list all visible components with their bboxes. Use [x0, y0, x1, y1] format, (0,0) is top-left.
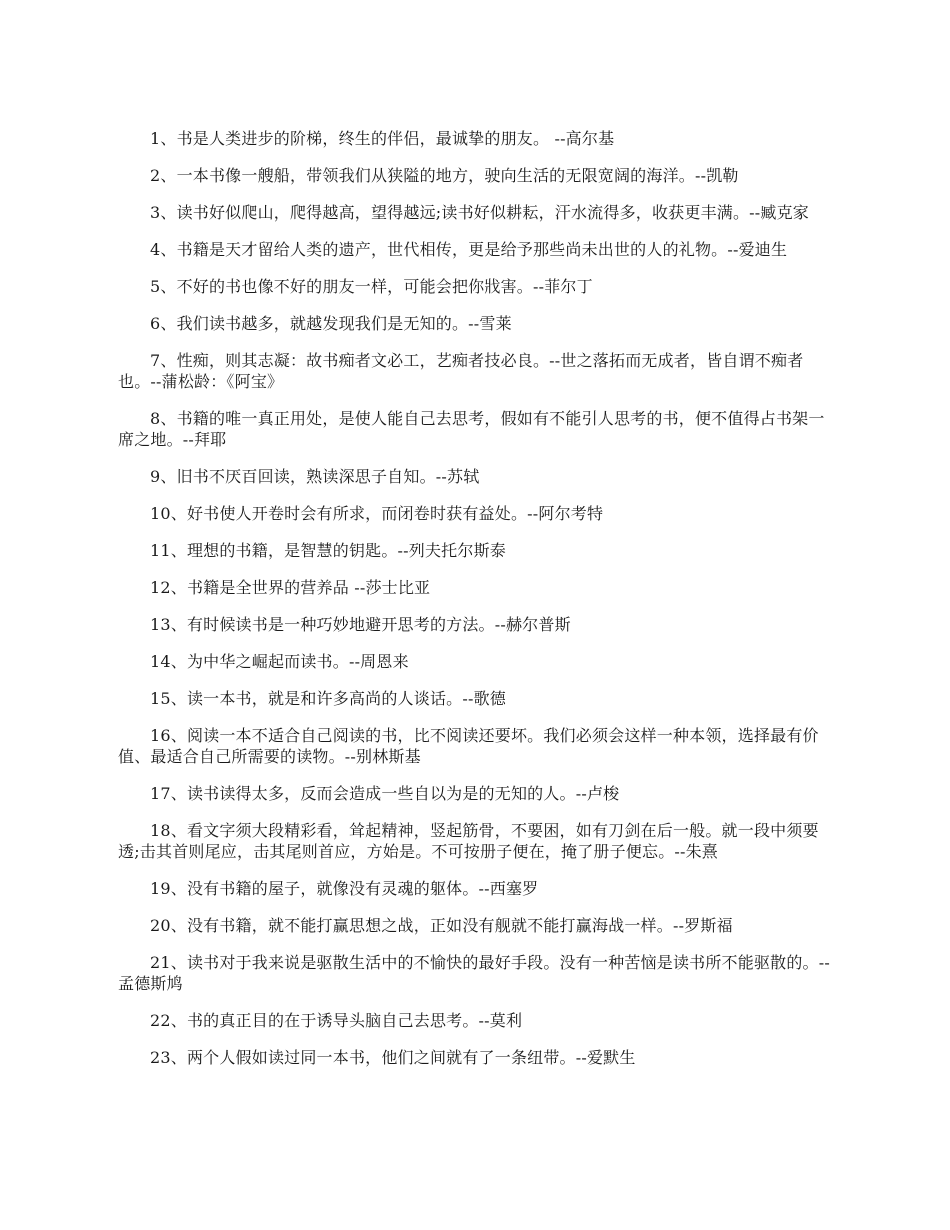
quote-2: 2、一本书像一艘船，带领我们从狭隘的地方，驶向生活的无限宽阔的海洋。--凯勒 [150, 166, 739, 185]
quote-15: 15、读一本书，就是和许多高尚的人谈话。--歌德 [150, 689, 506, 708]
quote-13: 13、有时候读书是一种巧妙地避开思考的方法。--赫尔普斯 [150, 615, 571, 634]
quote-14: 14、为中华之崛起而读书。--周恩来 [150, 652, 409, 671]
quote-17: 17、读书读得太多，反而会造成一些自以为是的无知的人。--卢梭 [150, 784, 620, 803]
quote-22: 22、书的真正目的在于诱导头脑自己去思考。--莫利 [150, 1011, 523, 1030]
quote-8: 8、书籍的唯一真正用处，是使人能自己去思考，假如有不能引人思考的书，便不值得占书架一席之地。--拜耶 [118, 409, 825, 449]
quote-3: 3、读书好似爬山，爬得越高，望得越远;读书好似耕耘，汗水流得多，收获更丰满。--臧克家 [150, 203, 809, 222]
quote-16: 16、阅读一本不适合自己阅读的书，比不阅读还要坏。我们必须会这样一种本领，选择最有价值、最适合自己所需要的读物。--别林斯基 [118, 726, 819, 766]
quote-5: 5、不好的书也像不好的朋友一样，可能会把你戕害。--菲尔丁 [150, 277, 593, 296]
quote-23: 23、两个人假如读过同一本书，他们之间就有了一条纽带。--爱默生 [150, 1048, 636, 1067]
quote-11: 11、理想的书籍，是智慧的钥匙。--列夫托尔斯泰 [150, 541, 506, 560]
quote-12: 12、书籍是全世界的营养品 --莎士比亚 [150, 578, 431, 597]
quote-4: 4、书籍是天才留给人类的遗产，世代相传，更是给予那些尚未出世的人的礼物。--爱迪生 [150, 240, 788, 259]
quote-20: 20、没有书籍，就不能打赢思想之战，正如没有舰就不能打赢海战一样。--罗斯福 [150, 916, 733, 935]
quote-1: 1、书是人类进步的阶梯，终生的伴侣，最诚挚的朋友。 --高尔基 [150, 129, 615, 148]
quote-6: 6、我们读书越多，就越发现我们是无知的。--雪莱 [150, 314, 512, 333]
quote-18: 18、看文字须大段精彩看，耸起精神，竖起筋骨，不要困，如有刀剑在后一般。就一段中须要透;击其首则尾应，击其尾则首应，方始是。不可按册子便在，掩了册子便忘。--朱熹 [118, 821, 819, 861]
quote-7: 7、性痴，则其志凝：故书痴者文必工，艺痴者技必良。--世之落拓而无成者，皆自谓不痴者也。--蒲松龄：《阿宝》 [118, 351, 804, 391]
quote-19: 19、没有书籍的屋子，就像没有灵魂的躯体。--西塞罗 [150, 879, 539, 898]
quote-9: 9、旧书不厌百回读，熟读深思子自知。--苏轼 [150, 467, 480, 486]
quote-21: 21、读书对于我来说是驱散生活中的不愉快的最好手段。没有一种苦恼是读书所不能驱散的。--孟德斯鸠 [118, 953, 830, 993]
quote-10: 10、好书使人开卷时会有所求，而闭卷时获有益处。--阿尔考特 [150, 504, 604, 523]
